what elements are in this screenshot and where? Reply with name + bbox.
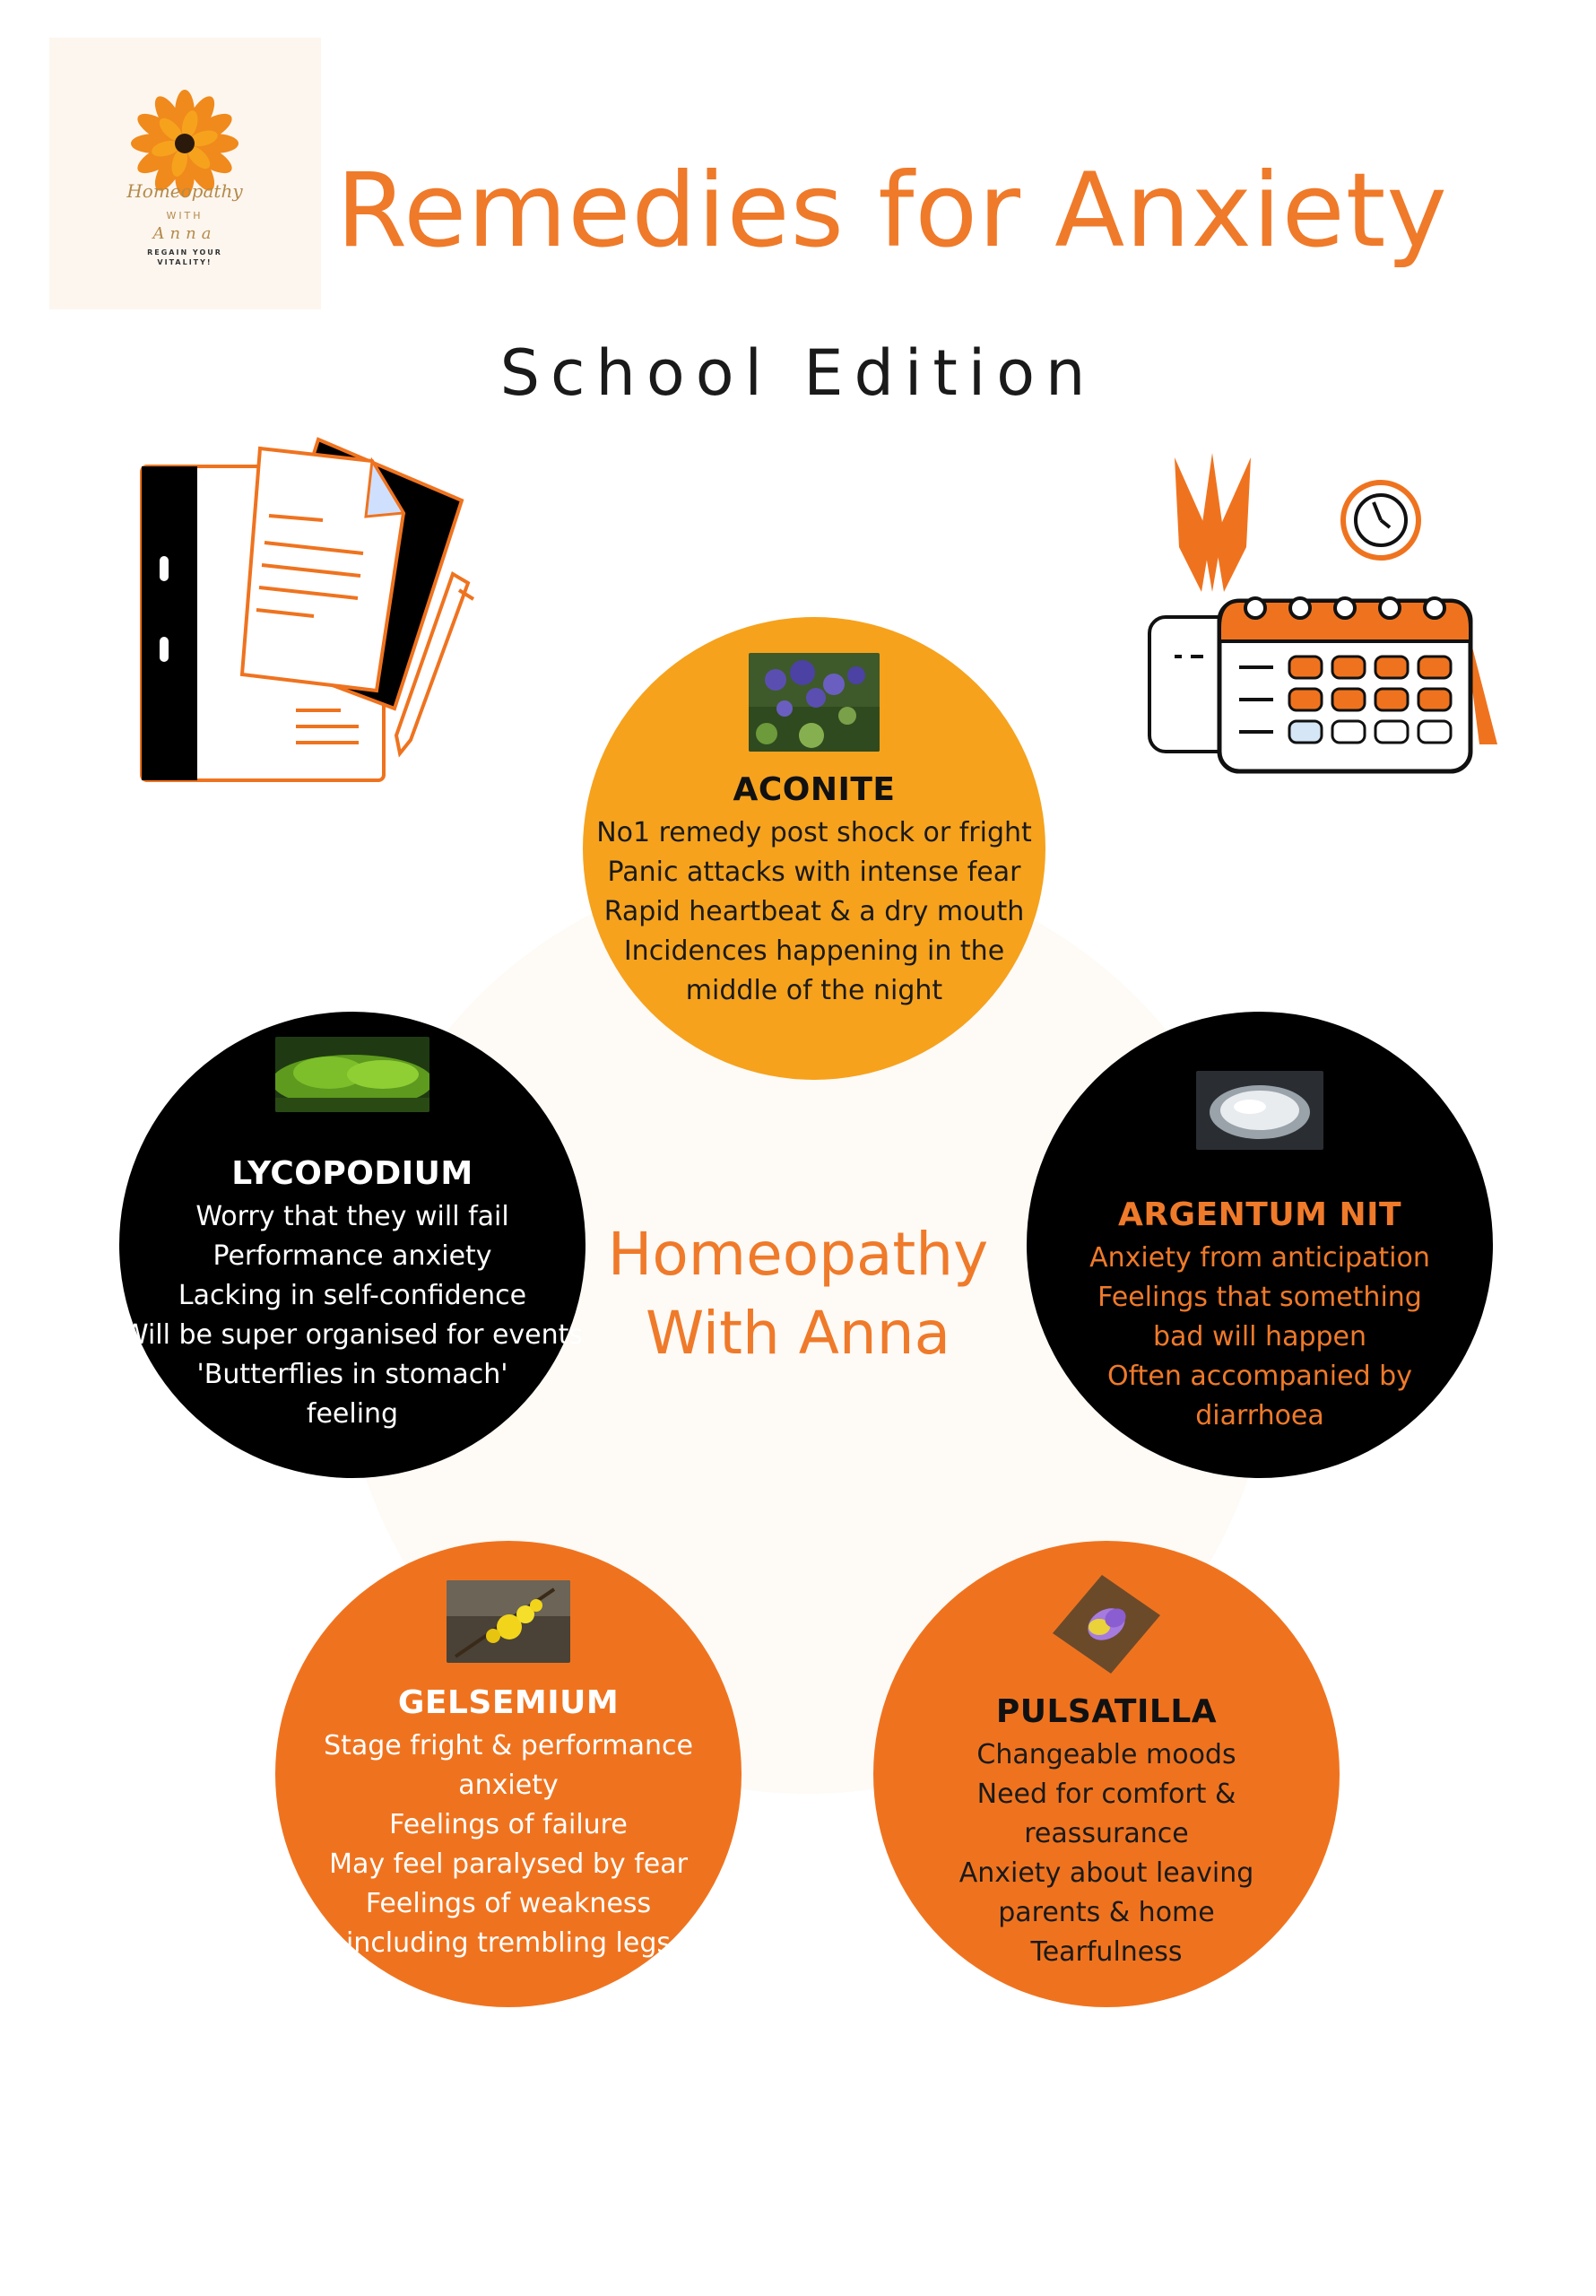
pulsatilla-line-5: parents & home [998,1897,1215,1928]
gelsemium-line-2: anxiety [458,1770,559,1801]
lycopodium-photo [275,1037,429,1112]
gelsemium-title: GELSEMIUM [397,1684,620,1721]
lycopodium-line-2: Performance anxiety [213,1240,492,1272]
logo-tagline2: VITALITY! [157,258,213,266]
remedy-pulsatilla [873,1541,1340,2007]
remedy-lycopodium [119,1012,585,1478]
logo-brand-line3: Anna [152,224,217,243]
gelsemium-line-6: including trembling legs [345,1927,672,1959]
lycopodium-line-5: 'Butterflies in stomach' [196,1359,508,1390]
remedy-aconite [583,617,1045,1080]
argentum-line-4: Often accompanied by [1107,1361,1412,1392]
lycopodium-line-3: Lacking in self-confidence [178,1280,527,1311]
gelsemium-line-4: May feel paralysed by fear [329,1848,688,1880]
pulsatilla-line-4: Anxiety about leaving [958,1857,1254,1889]
page-subtitle: School Edition [499,336,1097,410]
remedy-gelsemium [275,1541,742,2007]
argentum-photo [1196,1071,1323,1150]
aconite-line-5: middle of the night [685,975,943,1006]
aconite-line-3: Rapid heartbeat & a dry mouth [603,896,1025,927]
logo-tagline1: REGAIN YOUR [147,248,222,257]
pulsatilla-line-1: Changeable moods [976,1739,1236,1770]
page-title: Remedies for Anxiety [336,151,1448,270]
aconite-photo [749,653,880,752]
marigold-icon [49,38,321,309]
argentum-line-5: diarrhoea [1195,1400,1324,1431]
brand-logo [49,38,321,309]
center-line2: With Anna [645,1299,951,1368]
lycopodium-line-1: Worry that they will fail [195,1201,509,1232]
aconite-line-1: No1 remedy post shock or fright [596,817,1032,848]
pulsatilla-line-6: Tearfulness [1030,1936,1183,1968]
aconite-line-4: Incidences happening in the [623,935,1005,967]
pulsatilla-photo [1053,1575,1160,1674]
logo-brand-line2: WITH [166,210,204,222]
logo-brand-line1: Homeopathy [126,180,243,202]
argentum-line-1: Anxiety from anticipation [1089,1242,1430,1274]
center-line1: Homeopathy [607,1220,989,1289]
gelsemium-line-1: Stage fright & performance [324,1730,693,1761]
documents-icon [134,430,493,793]
gelsemium-line-5: Feelings of weakness [365,1888,652,1919]
lycopodium-line-4: Will be super organised for events [121,1319,584,1351]
aconite-title: ACONITE [733,771,896,808]
remedy-argentum-nit [1027,1012,1493,1478]
argentum-title: ARGENTUM NIT [1117,1196,1402,1233]
center-brand-text [574,1215,1022,1373]
argentum-line-2: Feelings that something [1097,1282,1422,1313]
lycopodium-line-6: feeling [306,1398,399,1430]
lycopodium-title: LYCOPODIUM [231,1155,473,1192]
calendar-icon [1139,448,1497,784]
argentum-line-3: bad will happen [1152,1321,1367,1352]
pulsatilla-line-3: reassurance [1024,1818,1189,1849]
pulsatilla-line-2: Need for comfort & [976,1779,1236,1810]
pulsatilla-title: PULSATILLA [995,1693,1218,1730]
aconite-line-2: Panic attacks with intense fear [607,857,1021,888]
gelsemium-line-3: Feelings of failure [389,1809,628,1840]
gelsemium-photo [447,1580,570,1663]
